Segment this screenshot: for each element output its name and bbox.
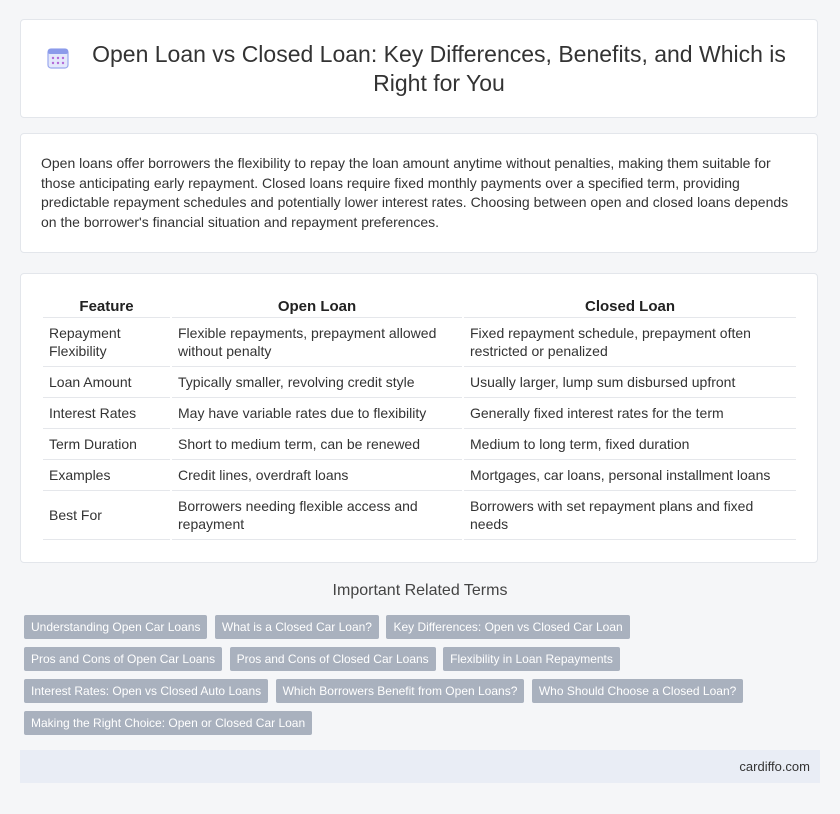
table-row bbox=[43, 491, 796, 540]
header-closed-loan: Closed Loan bbox=[464, 294, 796, 318]
table-cell: Flexible repayments, prepayment allowed without penalty bbox=[172, 318, 462, 367]
calendar-icon bbox=[46, 46, 70, 70]
table-cell: Medium to long term, fixed duration bbox=[464, 429, 796, 460]
table-cell: Interest Rates bbox=[43, 398, 170, 429]
table-cell: Borrowers needing flexible access and repayment bbox=[172, 491, 462, 540]
table-cell: Typically smaller, revolving credit style bbox=[172, 367, 462, 398]
related-term-tag[interactable]: Pros and Cons of Open Car Loans bbox=[24, 647, 222, 671]
related-terms-title: Important Related Terms bbox=[332, 582, 508, 599]
table-row bbox=[43, 367, 796, 398]
related-terms-tags bbox=[24, 615, 824, 743]
table-cell: Term Duration bbox=[43, 429, 170, 460]
related-term-tag[interactable]: Key Differences: Open vs Closed Car Loan bbox=[386, 615, 629, 639]
table-row bbox=[43, 398, 796, 429]
related-term-tag[interactable]: What is a Closed Car Loan? bbox=[215, 615, 379, 639]
table-cell: Fixed repayment schedule, prepayment often restricted or penalized bbox=[464, 318, 796, 367]
table-cell: May have variable rates due to flexibility bbox=[172, 398, 462, 429]
table-header-row bbox=[43, 294, 796, 318]
table-cell: Examples bbox=[43, 460, 170, 491]
related-term-tag[interactable]: Which Borrowers Benefit from Open Loans? bbox=[276, 679, 525, 703]
table-cell: Credit lines, overdraft loans bbox=[172, 460, 462, 491]
table-cell: Best For bbox=[43, 491, 170, 540]
table-cell: Borrowers with set repayment plans and fixed needs bbox=[464, 491, 796, 540]
header-feature: Feature bbox=[43, 294, 170, 318]
table-cell: Generally fixed interest rates for the term bbox=[464, 398, 796, 429]
related-term-tag[interactable]: Who Should Choose a Closed Loan? bbox=[532, 679, 743, 703]
header-open-loan: Open Loan bbox=[172, 294, 462, 318]
related-term-tag[interactable]: Understanding Open Car Loans bbox=[24, 615, 207, 639]
footer-site[interactable]: cardiffo.com bbox=[739, 759, 810, 774]
table-cell: Short to medium term, can be renewed bbox=[172, 429, 462, 460]
intro-card bbox=[20, 133, 818, 253]
table-row bbox=[43, 429, 796, 460]
related-term-tag[interactable]: Flexibility in Loan Repayments bbox=[443, 647, 620, 671]
intro-text: Open loans offer borrowers the flexibility to repay the loan amount anytime without penalties, making them suitable for those anticipating early repayment. Closed loans require fixed monthly payments over a specified term, providing predictable repayment schedules and potentially lower interest rates. Choosing between open and closed loans depends on the borrower's financial situation and repayment preferences. bbox=[41, 155, 789, 230]
comparison-table bbox=[41, 294, 798, 540]
related-term-tag[interactable]: Pros and Cons of Closed Car Loans bbox=[230, 647, 436, 671]
page-title: Open Loan vs Closed Loan: Key Differences, Benefits, and Which is Right for You bbox=[92, 40, 786, 96]
related-term-tag[interactable]: Making the Right Choice: Open or Closed Car Loan bbox=[24, 711, 312, 735]
table-cell: Repayment Flexibility bbox=[43, 318, 170, 367]
footer bbox=[20, 750, 820, 783]
table-row bbox=[43, 318, 796, 367]
comparison-table-card bbox=[20, 273, 818, 563]
table-cell: Usually larger, lump sum disbursed upfront bbox=[464, 367, 796, 398]
table-cell: Mortgages, car loans, personal installment loans bbox=[464, 460, 796, 491]
table-row bbox=[43, 460, 796, 491]
table-cell: Loan Amount bbox=[43, 367, 170, 398]
header-card bbox=[20, 19, 818, 118]
related-term-tag[interactable]: Interest Rates: Open vs Closed Auto Loans bbox=[24, 679, 268, 703]
